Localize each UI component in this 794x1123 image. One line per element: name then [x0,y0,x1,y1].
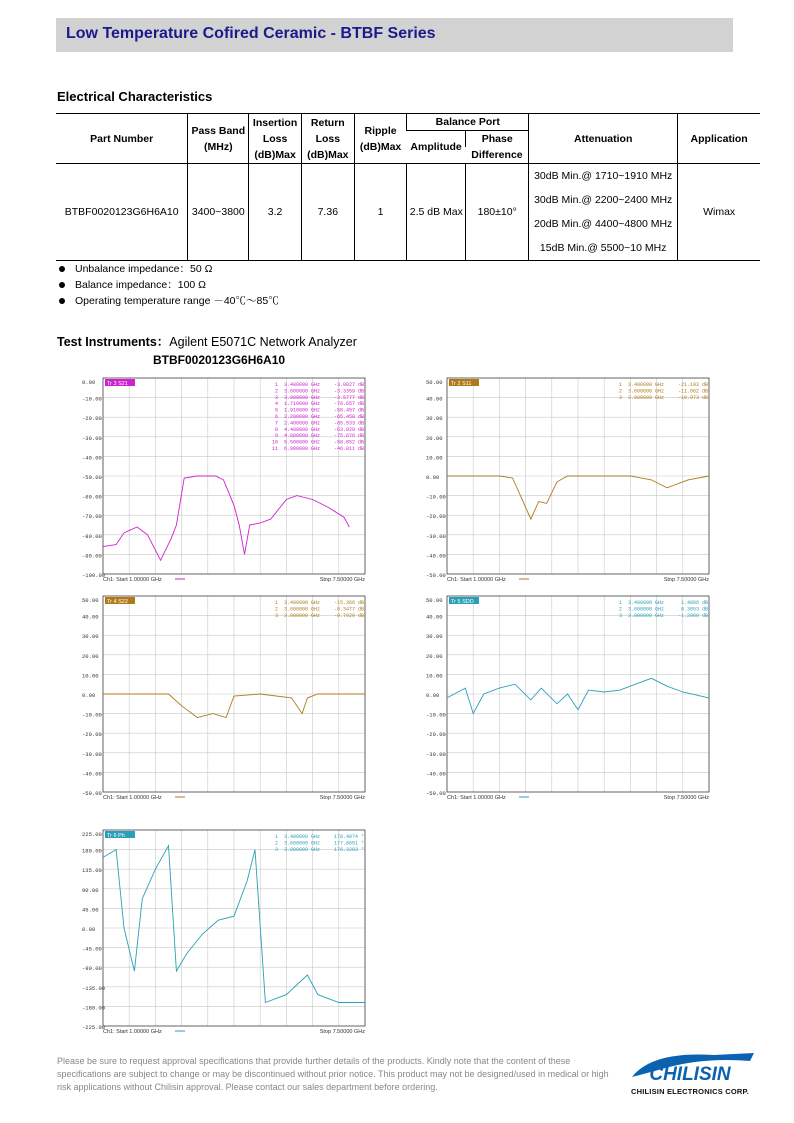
note-unbalance: Unbalance impedance：50 Ω [57,261,279,277]
cell-application: Wimax [678,164,760,261]
y-tick-label: 30.00 [426,633,443,641]
footer-stop: Stop 7.50000 GHz [663,795,709,801]
y-tick-label: 180.00 [82,847,102,855]
y-tick-label: -70.00 [82,513,102,521]
marker-number: 2 [274,388,278,395]
marker-frequency: 1.710000 GHz [284,401,321,408]
y-tick-label: -90.00 [82,552,102,560]
marker-frequency: 5.500000 GHz [284,439,321,446]
marker-number: 3 [274,846,278,853]
chart-heading: BTBF0020123G6H6A10 [153,353,286,367]
th-part-number: Part Number [56,114,188,164]
footer-disclaimer: Please be sure to request approval specifications that provide further details of the products. Kindly note that the content of these specifications are subject to change or may be discontinued without prior notice. This product may not be designed/used in medical or high risk applications without Chilisin approval. Please contact our sales department before ordering. [57,1056,609,1092]
y-tick-label: -100.00 [82,572,106,579]
plot-background [81,376,373,584]
marker-number: 4 [274,401,278,408]
y-tick-label: -20.00 [82,731,102,739]
y-tick-label: 10.00 [82,672,99,680]
footer-start: Ch1: Start 1.00000 GHz [103,577,162,583]
th-balance-port: Balance Port [407,114,529,131]
marker-frequency: 3.800000 GHz [628,612,665,619]
y-tick-label: 135.00 [82,867,102,875]
marker-frequency: 2.200000 GHz [284,414,321,420]
attenuation-line: 15dB Min.@ 5500~10 MHz [539,242,667,254]
marker-number: 7 [274,420,278,427]
marker-value: 178.4074 ° [333,834,364,840]
cell-attenuation [529,164,678,261]
plot-svg [425,594,717,802]
y-tick-label: -20.00 [426,731,446,739]
marker-value: -70.657 dB [333,401,364,408]
footer-stop: Stop 7.50000 GHz [319,795,365,801]
y-tick-label: -40.00 [82,770,102,778]
y-tick-label: 40.00 [426,613,443,621]
y-tick-label: 90.00 [82,886,99,894]
footer-stop: Stop 7.50000 GHz [319,1029,365,1035]
th-phase-difference: Difference [466,147,529,164]
attenuation-line: 30dB Min.@ 1710~1910 MHz [534,170,673,182]
note-temperature: Operating temperature range －40℃～85℃ [57,293,279,309]
y-tick-label: -50.00 [82,474,102,481]
plot-sdd [425,594,717,807]
trace-label: Tr 2 S11 [451,381,472,387]
y-tick-label: 50.00 [426,379,443,386]
y-tick-label: -45.00 [82,945,102,953]
marker-frequency: 3.600000 GHz [284,606,321,613]
marker-frequency: 3.800000 GHz [284,846,321,853]
y-tick-label: 40.00 [426,395,443,403]
marker-value: -46.011 dB [333,446,364,452]
attenuation-line: 20dB Min.@ 4400~4800 MHz [534,218,673,230]
marker-number: 1 [618,382,622,388]
attenuation-line: 30dB Min.@ 2200~2400 MHz [534,194,673,206]
marker-frequency: 2.400000 GHz [284,420,321,427]
y-tick-label: -60.00 [82,493,102,501]
marker-value: -9.7920 dB [333,612,364,619]
footer-stop: Stop 7.50000 GHz [663,577,709,583]
y-tick-label: -50.00 [82,790,102,797]
marker-number: 1 [274,600,278,606]
marker-number: 10 [271,439,278,446]
marker-number: 2 [618,388,622,395]
plot-background [81,594,373,802]
y-tick-label: 0.00 [82,379,96,386]
th-application: Application [678,114,760,164]
marker-value: -21.193 dB [677,382,708,388]
plot-svg [425,376,717,584]
y-tick-label: 20.00 [426,652,443,660]
marker-value: -3.0027 dB [333,382,364,388]
y-tick-label: 0.00 [82,926,96,933]
marker-frequency: 3.400000 GHz [284,382,321,388]
chilisin-logo [622,1047,758,1103]
y-tick-label: -50.00 [426,790,446,797]
trace-label: Tr 6 Ph [107,833,125,839]
marker-number: 2 [618,606,622,613]
footer-start: Ch1: Start 1.00000 GHz [447,577,506,583]
th-pass-band: Pass Band (MHz) [188,114,249,164]
svg-text:CHILISIN: CHILISIN [649,1064,731,1085]
y-tick-label: 50.00 [426,597,443,604]
note-balance: Balance impedance：100 Ω [57,277,279,293]
marker-frequency: 3.600000 GHz [628,606,665,613]
marker-value: -3.5777 dB [333,394,364,401]
y-tick-label: 20.00 [426,434,443,442]
cell-return-loss: 7.36 [301,164,354,261]
trace-label: Tr 3 S21 [107,381,128,387]
plot-svg [81,828,373,1036]
marker-frequency: 3.600000 GHz [284,388,321,395]
y-tick-label: 30.00 [426,415,443,423]
y-tick-label: 10.00 [426,454,443,462]
marker-frequency: 3.400000 GHz [284,834,321,840]
logo-mark [622,1047,758,1087]
marker-value: -11.062 dB [677,388,708,395]
marker-number: 6 [274,414,278,420]
y-tick-label: 10.00 [426,672,443,680]
marker-frequency: 3.800000 GHz [284,394,321,401]
marker-number: 1 [618,600,622,606]
footer-start: Ch1: Start 1.00000 GHz [447,795,506,801]
cell-insertion-loss: 3.2 [249,164,302,261]
marker-frequency: 3.400000 GHz [628,600,665,606]
y-tick-label: -10.00 [82,395,102,403]
marker-value: 176.3203 ° [333,846,364,853]
y-tick-label: -30.00 [82,750,102,758]
y-tick-label: -10.00 [426,493,446,501]
y-tick-label: 30.00 [82,633,99,641]
y-tick-label: 50.00 [82,597,99,604]
marker-value: -75.676 dB [333,433,364,440]
plot-s11 [425,376,717,589]
marker-number: 2 [274,840,278,847]
test-instruments-value: Agilent E5071C Network Analyzer [169,335,357,349]
cell-pass-band: 3400~3800 [188,164,249,261]
cell-part-number: BTBF0020123G6H6A10 [56,164,188,261]
th-amplitude: Amplitude [407,131,466,164]
th-ripple: Ripple (dB)Max [354,114,407,164]
marker-number: 3 [274,394,278,401]
y-tick-label: -50.00 [426,572,446,579]
logo-company: CHILISIN ELECTRONICS CORP. [631,1087,749,1096]
y-tick-label: 40.00 [82,613,99,621]
marker-value: -58.457 dB [333,407,364,414]
page-header [56,18,733,52]
marker-value: -8.3477 dB [333,606,364,613]
y-tick-label: -225.00 [82,1024,106,1031]
marker-frequency: 3.800000 GHz [628,394,665,401]
footer-stop: Stop 7.50000 GHz [319,577,365,583]
marker-value: 1.4806 dB [680,600,708,606]
marker-value: -65.533 dB [333,420,364,427]
th-insertion-loss: Insertion Loss (dB)Max [249,114,302,164]
marker-value: -58.852 dB [333,439,364,446]
marker-value: -15.366 dB [333,600,364,606]
y-tick-label: -40.00 [426,770,446,778]
marker-frequency: 4.800000 GHz [284,433,321,440]
y-tick-label: -40.00 [426,552,446,560]
marker-frequency: 3.400000 GHz [284,600,321,606]
cell-ripple: 1 [354,164,407,261]
y-tick-label: -30.00 [426,750,446,758]
spec-table [56,113,760,261]
marker-number: 9 [274,433,278,440]
y-tick-label: -180.00 [82,1004,106,1012]
marker-value: -10.973 dB [677,394,708,401]
marker-number: 3 [618,394,622,401]
y-tick-label: 0.00 [426,692,440,699]
test-instruments-label: Test Instruments： [57,335,170,349]
marker-number: 3 [618,612,622,619]
marker-value: -1.2960 dB [677,612,708,619]
y-tick-label: 45.00 [82,906,99,914]
y-tick-label: -10.00 [82,711,102,719]
marker-number: 3 [274,612,278,619]
marker-value: -3.3359 dB [333,388,364,395]
plot-svg [81,376,373,584]
th-attenuation: Attenuation [529,114,678,164]
marker-frequency: 6.000000 GHz [284,446,321,452]
marker-number: 5 [274,407,278,414]
y-tick-label: -30.00 [82,434,102,442]
y-tick-label: -30.00 [426,532,446,540]
y-tick-label: -90.00 [82,965,102,973]
footer-start: Ch1: Start 1.00000 GHz [103,795,162,801]
th-phase: Phase [466,131,529,148]
y-tick-label: 20.00 [82,652,99,660]
marker-value: -65.450 dB [333,414,364,420]
marker-number: 1 [274,382,278,388]
trace-label: Tr 5 SDD [451,599,474,605]
plot-phase [81,828,373,1041]
y-tick-label: -80.00 [82,532,102,540]
y-tick-label: -135.00 [82,984,106,992]
y-tick-label: 0.00 [426,474,440,481]
marker-value: 0.3053 dB [680,606,708,613]
trace-label: Tr 4 S22 [107,599,128,605]
plot-svg [81,594,373,802]
plot-background [425,376,717,584]
marker-frequency: 3.600000 GHz [284,840,321,847]
marker-value: 177.8651 ° [333,840,364,847]
marker-frequency: 3.600000 GHz [628,388,665,395]
header-title: Low Temperature Cofired Ceramic - BTBF Series [66,25,436,42]
test-instruments [57,332,357,350]
plot-s21 [81,376,373,589]
th-return-loss: Return Loss (dB)Max [301,114,354,164]
y-tick-label: -20.00 [426,513,446,521]
marker-frequency: 3.800000 GHz [284,612,321,619]
footer-start: Ch1: Start 1.00000 GHz [103,1029,162,1035]
cell-amplitude: 2.5 dB Max [407,164,466,261]
marker-number: 2 [274,606,278,613]
marker-frequency: 3.400000 GHz [628,382,665,388]
marker-number: 8 [274,426,278,433]
y-tick-label: 225.00 [82,831,102,838]
marker-number: 1 [274,834,278,840]
y-tick-label: -20.00 [82,415,102,423]
y-tick-label: 0.00 [82,692,96,699]
notes-list [57,261,279,309]
y-tick-label: -40.00 [82,454,102,462]
marker-frequency: 4.400000 GHz [284,426,321,433]
y-tick-label: -10.00 [426,711,446,719]
cell-phase: 180±10° [466,164,529,261]
section-title: Electrical Characteristics [57,89,213,104]
plot-s22 [81,594,373,807]
marker-value: -63.029 dB [333,426,364,433]
marker-number: 11 [271,446,278,452]
marker-frequency: 1.910000 GHz [284,407,321,414]
